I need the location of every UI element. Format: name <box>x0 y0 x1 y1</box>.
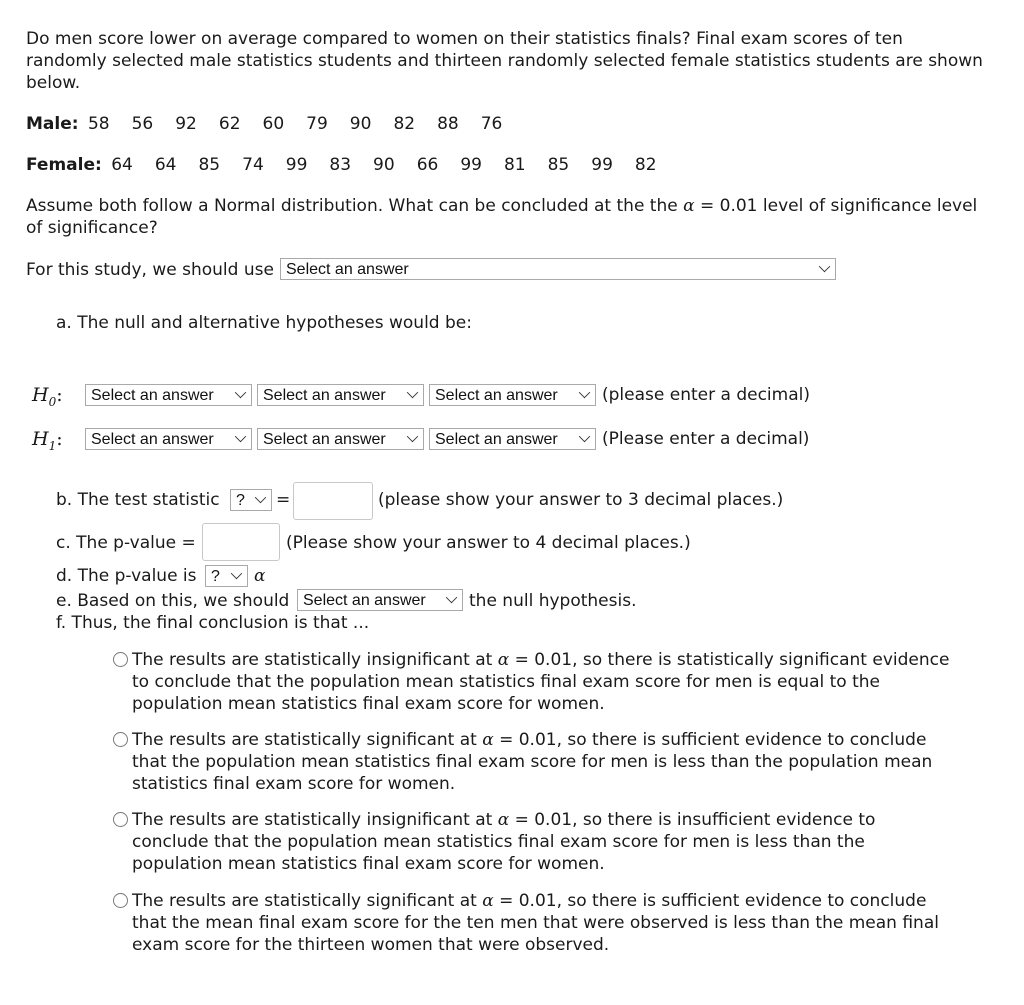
part-c-hint: (Please show your answer to 4 decimal places.) <box>286 533 691 553</box>
option-text: The results are statistically significant at <box>132 891 483 911</box>
male-score: 56 <box>131 114 154 134</box>
alpha-symbol: α <box>497 650 510 670</box>
female-score: 64 <box>154 155 177 175</box>
h1-symbol <box>32 428 63 457</box>
part-f-label: f. Thus, the final conclusion is that ... <box>56 613 370 633</box>
conclusion-radio-2[interactable] <box>113 732 128 747</box>
chevron-down-icon <box>231 568 242 579</box>
female-score: 99 <box>460 155 482 175</box>
p-value-input[interactable] <box>202 523 280 561</box>
equals-sign: = <box>276 490 291 510</box>
h0-hint: (please enter a decimal) <box>602 385 810 405</box>
chevron-down-icon <box>819 261 830 272</box>
part-a-label: a. The null and alternative hypotheses would be: <box>56 313 472 333</box>
alpha-symbol: α <box>482 891 494 911</box>
female-score: 85 <box>547 155 570 175</box>
part-b-label: b. The test statistic <box>56 490 220 510</box>
option-text: The results are statistically insignificant at <box>132 810 498 830</box>
part-b-hint: (please show your answer to 3 decimal places.) <box>378 490 784 510</box>
option-text: = 0.01, so there is statistically significant evidence to conclude that the population mean statistics final exam score for men is equal to the population mean statistics final exam score for women. <box>132 650 950 714</box>
male-score: 62 <box>218 114 241 134</box>
female-score: 81 <box>503 155 526 175</box>
conclusion-option-1[interactable] <box>132 649 952 715</box>
female-score: 64 <box>111 155 133 175</box>
h0-colon: : <box>56 384 63 406</box>
male-score: 76 <box>480 114 503 134</box>
male-scores-row <box>26 113 524 135</box>
chevron-down-icon <box>235 431 246 442</box>
option-text: = 0.01, so there is insufficient evidence to conclude that the population mean statistics final exam score for men is less than the population mean statistics final exam score for women. <box>132 810 876 874</box>
assumption-post: = 0.01 level of significance level of significance? <box>26 196 978 238</box>
assumption-text <box>26 195 986 239</box>
male-score: 58 <box>87 114 110 134</box>
alpha-symbol: α <box>497 810 510 830</box>
conclusion-option-4[interactable] <box>132 890 952 956</box>
conclusion-radio-3[interactable] <box>113 812 128 827</box>
female-score: 66 <box>416 155 439 175</box>
h0-value-select[interactable] <box>429 384 596 406</box>
chevron-down-icon <box>407 431 418 442</box>
option-text: = 0.01, so there is sufficient evidence to conclude that the population mean statistics final exam score for men is less than the population mean statistics final exam score for women. <box>132 730 933 794</box>
female-score: 83 <box>329 155 352 175</box>
female-score: 90 <box>373 155 395 175</box>
female-score: 99 <box>591 155 613 175</box>
decision-select[interactable] <box>297 589 463 611</box>
h1-operator-value: Select an answer <box>263 431 386 448</box>
part-e-suffix: the null hypothesis. <box>469 591 637 611</box>
test-statistic-select[interactable] <box>230 489 272 511</box>
female-score: 74 <box>242 155 264 175</box>
decision-select-value: Select an answer <box>303 592 426 609</box>
h1-parameter-value: Select an answer <box>91 431 214 448</box>
h0-symbol <box>32 384 63 413</box>
h1-hint: (Please enter a decimal) <box>602 429 810 449</box>
h0-parameter-value: Select an answer <box>91 387 214 404</box>
test-statistic-select-value: ? <box>236 492 245 509</box>
male-score: 60 <box>262 114 285 134</box>
h1-value-select[interactable] <box>429 428 596 450</box>
h0-value-value: Select an answer <box>435 387 558 404</box>
alpha-symbol: α <box>683 196 695 216</box>
h0-subscript: 0 <box>48 394 57 409</box>
chevron-down-icon <box>579 387 590 398</box>
conclusion-option-2[interactable] <box>132 729 952 795</box>
chevron-down-icon <box>235 387 246 398</box>
assumption-pre: Assume both follow a Normal distribution. What can be concluded at the the <box>26 196 684 216</box>
chevron-down-icon <box>446 592 457 603</box>
male-score: 82 <box>393 114 416 134</box>
h0-letter: H <box>32 384 49 406</box>
study-type-select[interactable] <box>280 258 836 280</box>
alpha-symbol: α <box>482 730 494 750</box>
conclusion-radio-1[interactable] <box>113 652 128 667</box>
male-score: 92 <box>175 114 197 134</box>
conclusion-option-3[interactable] <box>132 809 952 875</box>
test-statistic-input[interactable] <box>293 482 373 520</box>
option-text: The results are statistically insignificant at <box>132 650 498 670</box>
h0-operator-select[interactable] <box>257 384 424 406</box>
h1-value-value: Select an answer <box>435 431 558 448</box>
h1-colon: : <box>56 428 63 450</box>
male-score: 79 <box>306 114 328 134</box>
alpha-symbol: α <box>254 566 266 586</box>
part-c-label: c. The p-value = <box>56 533 196 553</box>
part-e-label: e. Based on this, we should <box>56 591 290 611</box>
h1-subscript: 1 <box>48 438 57 453</box>
study-select-value: Select an answer <box>286 261 409 278</box>
p-value-comparison-select[interactable] <box>205 565 248 587</box>
option-text: = 0.01, so there is sufficient evidence to conclude that the mean final exam score for the ten men that were observed is less than the mean final exam score for the thirteen women that were observed. <box>132 891 939 955</box>
h1-operator-select[interactable] <box>257 428 424 450</box>
male-label: Male: <box>26 114 79 134</box>
question-intro: Do men score lower on average compared to women on their statistics finals? Final exam scores of ten randomly selected male statistics students and thirteen randomly selected female statistics students are shown below. <box>26 29 983 93</box>
p-value-comparison-value: ? <box>211 568 220 585</box>
female-label: Female: <box>26 155 102 175</box>
option-text: The results are statistically significant at <box>132 730 483 750</box>
conclusion-radio-4[interactable] <box>113 893 128 908</box>
male-score: 88 <box>437 114 459 134</box>
h1-parameter-select[interactable] <box>85 428 252 450</box>
female-score: 99 <box>285 155 308 175</box>
chevron-down-icon <box>407 387 418 398</box>
part-d-label: d. The p-value is <box>56 566 197 586</box>
female-score: 85 <box>198 155 221 175</box>
chevron-down-icon <box>255 492 266 503</box>
h1-letter: H <box>32 428 49 450</box>
h0-parameter-select[interactable] <box>85 384 252 406</box>
h0-operator-value: Select an answer <box>263 387 386 404</box>
female-scores-row <box>26 154 679 176</box>
study-label: For this study, we should use <box>26 260 274 280</box>
chevron-down-icon <box>579 431 590 442</box>
male-score: 90 <box>349 114 372 134</box>
female-score: 82 <box>634 155 657 175</box>
